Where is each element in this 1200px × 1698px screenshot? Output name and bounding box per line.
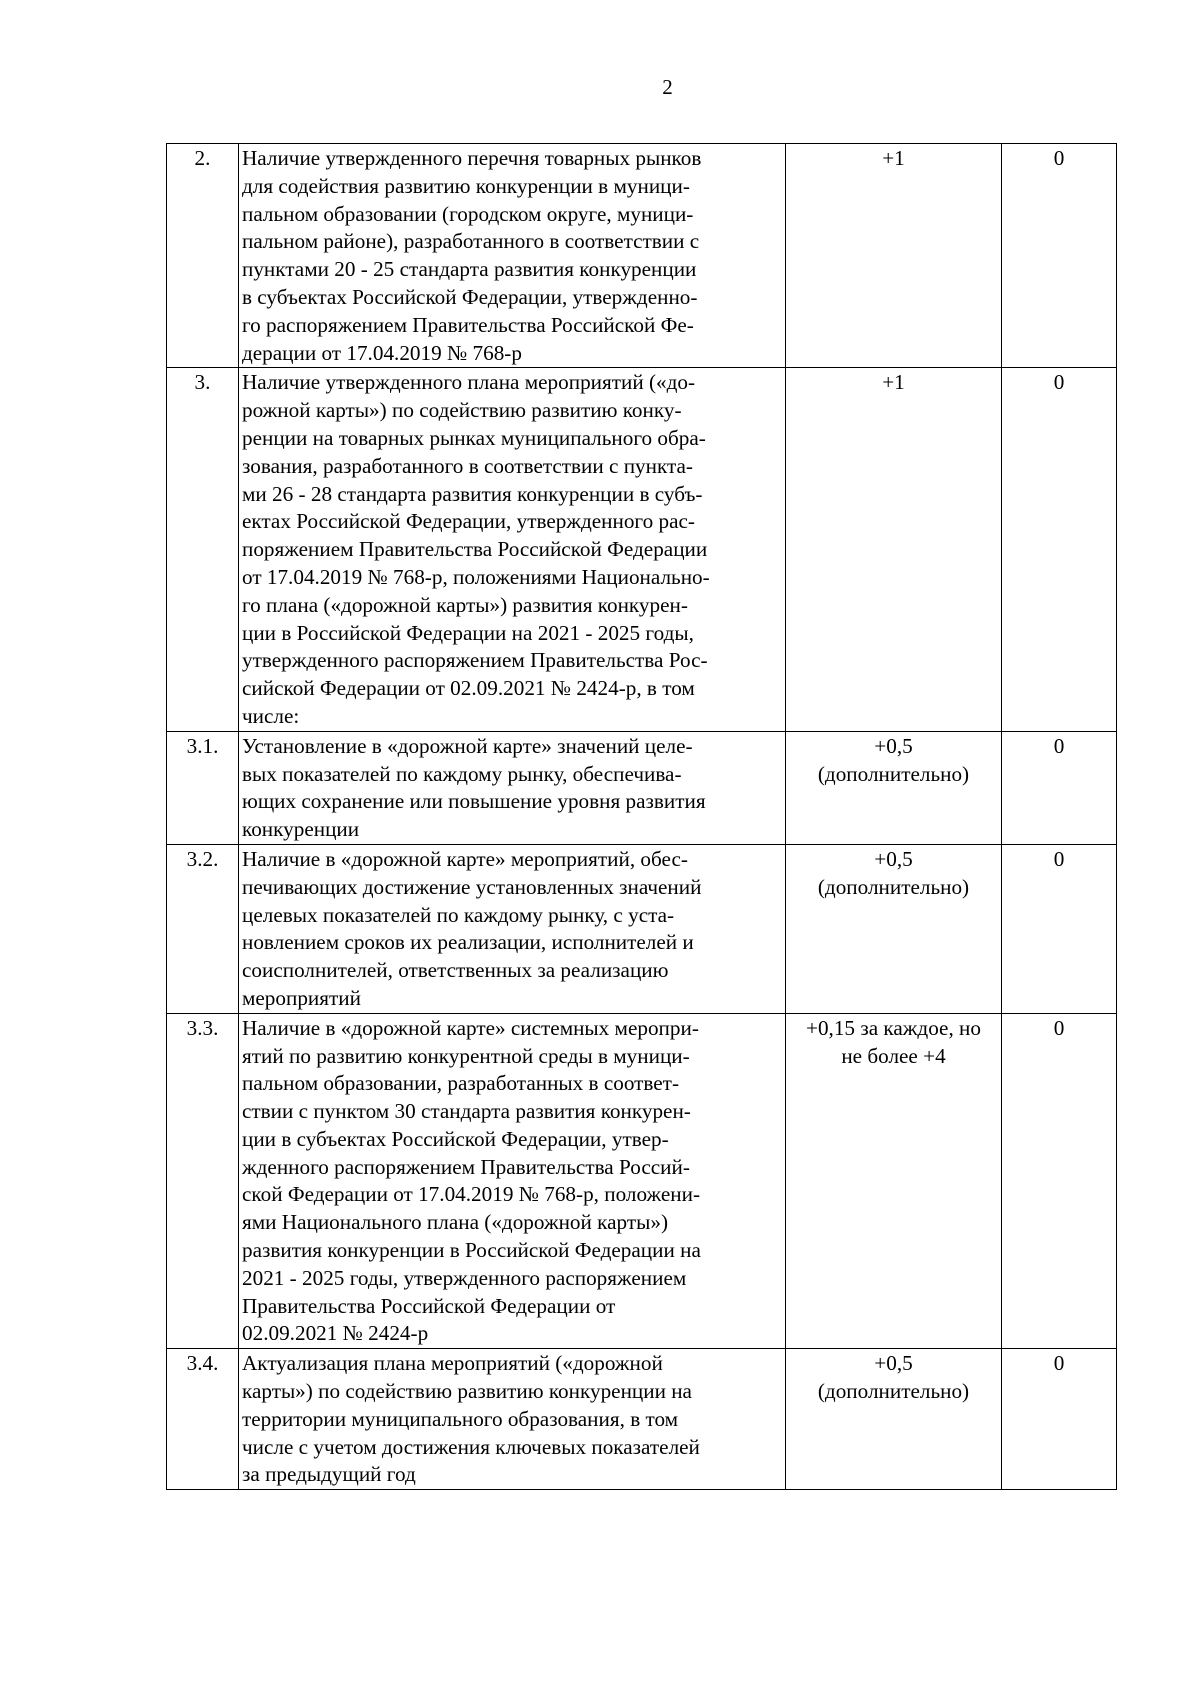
criterion-text-line: карты») по содействию развитию конкуренции на xyxy=(242,1379,692,1404)
score-value-line: +1 xyxy=(882,370,905,395)
criterion-text-line: поряжением Правительства Российской Федерации xyxy=(242,537,708,562)
zero-value: 0 xyxy=(1002,368,1117,731)
criterion-text-line: Наличие утвержденного перечня товарных рынков xyxy=(242,146,702,170)
criterion-text xyxy=(239,144,786,368)
criterion-text-line: новлением сроков их реализации, исполнителей и xyxy=(242,930,694,955)
zero-value: 0 xyxy=(1002,144,1117,368)
row-number: 3. xyxy=(167,368,239,731)
criterion-text-line: целевых показателей по каждому рынку, с уста- xyxy=(242,902,675,927)
score-value xyxy=(786,144,1002,368)
criterion-text-line: для содействия развитию конкуренции в муници- xyxy=(242,173,690,198)
criterion-text-line: пунктами 20 - 25 стандарта развития конкуренции xyxy=(242,257,697,282)
score-value xyxy=(786,368,1002,731)
row-number: 2. xyxy=(167,144,239,368)
criterion-text-line: числе с учетом достижения ключевых показателей xyxy=(242,1434,700,1459)
criterion-text-line: жденного распоряжением Правительства Россий- xyxy=(242,1154,690,1179)
page-number: 2 xyxy=(662,75,673,99)
criterion-text-line: пальном районе), разработанного в соответствии с xyxy=(242,229,700,254)
score-value-line: не более +4 xyxy=(841,1043,946,1068)
criterion-text-line: пальном образовании, разработанных в соответ- xyxy=(242,1071,680,1096)
score-value xyxy=(786,1013,1002,1349)
table-row xyxy=(167,844,1117,1013)
score-value-line: (дополнительно) xyxy=(817,874,970,899)
criterion-text-line: Актуализация плана мероприятий («дорожной xyxy=(242,1351,663,1376)
criterion-text-line: ектах Российской Федерации, утвержденного рас- xyxy=(242,509,695,534)
criterion-text-line: дерации от 17.04.2019 № 768-р xyxy=(242,340,522,365)
criterion-text-line: ствии с пунктом 30 стандарта развития конкурен- xyxy=(242,1099,691,1124)
criterion-text-line: Наличие в «дорожной карте» мероприятий, обес- xyxy=(242,846,688,871)
table-row xyxy=(167,731,1117,844)
criterion-text-line: ской Федерации от 17.04.2019 № 768-р, положени- xyxy=(242,1182,701,1207)
score-value-line: (дополнительно) xyxy=(817,761,970,786)
criterion-text-line: ции в Российской Федерации на 2021 - 2025 годы, xyxy=(242,620,694,645)
criterion-text-line: го плана («дорожной карты») развития конкурен- xyxy=(242,592,688,617)
criterion-text-line: ми 26 - 28 стандарта развития конкуренции в субъ- xyxy=(242,481,703,506)
criterion-text-line: ции в субъектах Российской Федерации, утвер- xyxy=(242,1126,669,1151)
criterion-text-line: ренции на товарных рынках муниципального обра- xyxy=(242,425,706,450)
row-number: 3.1. xyxy=(167,731,239,844)
score-value-line: +0,15 за каждое, но xyxy=(806,1015,981,1040)
criterion-text-line: развития конкуренции в Российской Федерации на xyxy=(242,1238,701,1263)
criterion-text-line: Правительства Российской Федерации от xyxy=(242,1293,616,1318)
criterion-text-line: 2021 - 2025 годы, утвержденного распоряжением xyxy=(242,1265,687,1290)
table-row xyxy=(167,144,1117,368)
criterion-text-line: пальном образовании (городском округе, муници- xyxy=(242,201,694,226)
criterion-text-line: от 17.04.2019 № 768-р, положениями Национально- xyxy=(242,564,710,589)
criterion-text-line: вых показателей по каждому рынку, обеспечива- xyxy=(242,761,682,786)
criterion-text-line: территории муниципального образования, в том xyxy=(242,1406,679,1431)
criterion-text-line: мероприятий xyxy=(242,985,361,1010)
score-value-line: (дополнительно) xyxy=(817,1379,970,1404)
criterion-text xyxy=(239,844,786,1013)
criterion-text-line: 02.09.2021 № 2424-р xyxy=(242,1321,429,1346)
table-row xyxy=(167,1349,1117,1490)
criterion-text xyxy=(239,1013,786,1349)
criterion-text-line: Наличие утвержденного плана мероприятий («до- xyxy=(242,370,696,395)
criterion-text-line: числе: xyxy=(242,703,300,728)
table-row xyxy=(167,1013,1117,1349)
zero-value: 0 xyxy=(1002,1349,1117,1490)
criterion-text-line: го распоряжением Правительства Российской Фе- xyxy=(242,312,694,337)
criterion-text-line: за предыдущий год xyxy=(242,1462,416,1487)
zero-value: 0 xyxy=(1002,844,1117,1013)
table-row xyxy=(167,368,1117,731)
score-value xyxy=(786,731,1002,844)
criterion-text-line: в субъектах Российской Федерации, утвержденно- xyxy=(242,284,698,309)
zero-value: 0 xyxy=(1002,731,1117,844)
criterion-text-line: ющих сохранение или повышение уровня развития xyxy=(242,789,706,814)
criterion-text-line: печивающих достижение установленных значений xyxy=(242,874,702,899)
criterion-text-line: конкуренции xyxy=(242,817,360,842)
criterion-text-line: зования, разработанного в соответствии с пункта- xyxy=(242,453,693,478)
score-value-line: +0,5 xyxy=(874,733,913,758)
row-number: 3.2. xyxy=(167,844,239,1013)
score-value-line: +1 xyxy=(882,146,905,170)
criterion-text-line: ями Национального плана («дорожной карты») xyxy=(242,1210,668,1235)
score-value xyxy=(786,1349,1002,1490)
table-body xyxy=(167,144,1117,1490)
criterion-text-line: Установление в «дорожной карте» значений целе- xyxy=(242,733,693,758)
zero-value: 0 xyxy=(1002,1013,1117,1349)
score-value-line: +0,5 xyxy=(874,846,913,871)
criterion-text-line: рожной карты») по содействию развитию конку- xyxy=(242,398,682,423)
criterion-text-line: сийской Федерации от 02.09.2021 № 2424-р, в том xyxy=(242,676,695,701)
score-value-line: +0,5 xyxy=(874,1351,913,1376)
criteria-table xyxy=(166,143,1117,1490)
row-number: 3.3. xyxy=(167,1013,239,1349)
criterion-text-line: утвержденного распоряжением Правительства Рос- xyxy=(242,648,708,673)
score-value xyxy=(786,844,1002,1013)
criterion-text xyxy=(239,368,786,731)
criterion-text xyxy=(239,731,786,844)
criterion-text xyxy=(239,1349,786,1490)
criterion-text-line: соисполнителей, ответственных за реализацию xyxy=(242,958,669,983)
criterion-text-line: Наличие в «дорожной карте» системных меропри- xyxy=(242,1015,699,1040)
criterion-text-line: ятий по развитию конкурентной среды в муници- xyxy=(242,1043,690,1068)
row-number: 3.4. xyxy=(167,1349,239,1490)
